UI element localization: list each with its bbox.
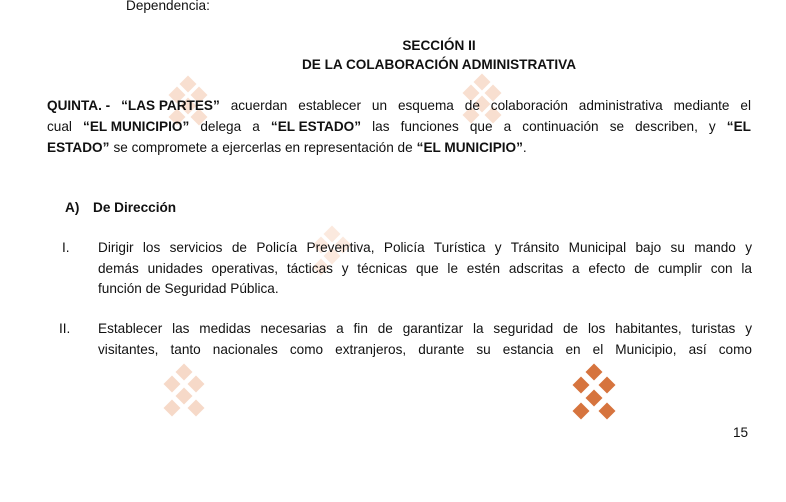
item-numeral: II. — [59, 321, 71, 336]
section-number: SECCIÓN II — [402, 38, 476, 53]
quinta-segment: “EL ESTADO” — [270, 119, 362, 134]
quinta-segment: ESTADO” — [47, 140, 110, 155]
quinta-segment: se — [609, 119, 625, 134]
quinta-segment: “EL MUNICIPIO” — [416, 140, 523, 155]
subsection-title: De Dirección — [93, 200, 177, 215]
quinta-line-2 — [47, 117, 751, 136]
quinta-segment: acuerdan — [230, 98, 288, 113]
quinta-segment: de — [464, 98, 480, 113]
quinta-segment: esquema — [397, 98, 454, 113]
quinta-segment: se compromete a ejercerlas en representación de — [113, 140, 413, 155]
quinta-segment: “LAS PARTES” — [121, 98, 220, 113]
quinta-segment: colaboración — [490, 98, 568, 113]
quinta-segment: delega — [200, 119, 242, 134]
page-number: 15 — [733, 425, 749, 440]
item-line: Dirigir los servicios de Policía Preventiva, Policía Turística y Tránsito Municipal bajo su mando y — [98, 240, 752, 255]
item-line: función de Seguridad Pública. — [98, 281, 279, 296]
quinta-segment: QUINTA. - — [47, 98, 111, 113]
header-fragment: Dependencia: — [126, 0, 210, 13]
quinta-segment: que — [469, 119, 493, 134]
item-line: Establecer las medidas necesarias a fin de garantizar la seguridad de los habitantes, turistas y — [98, 321, 752, 336]
quinta-segment: administrativa — [578, 98, 663, 113]
quinta-segment: mediante — [673, 98, 730, 113]
quinta-segment: las — [372, 119, 390, 134]
quinta-segment: establecer — [298, 98, 361, 113]
quinta-segment: a — [503, 119, 512, 134]
item-numeral: I. — [62, 240, 70, 255]
item-line: visitantes, tanto nacionales como extranjeros, durante su estancia en el Municipio, así como — [98, 342, 752, 357]
quinta-segment: “EL MUNICIPIO” — [83, 119, 190, 134]
section-title: DE LA COLABORACIÓN ADMINISTRATIVA — [301, 57, 577, 72]
quinta-line-3 — [47, 138, 527, 157]
quinta-segment: un — [371, 98, 388, 113]
quinta-segment: funciones — [400, 119, 459, 134]
quinta-segment: y — [708, 119, 716, 134]
quinta-segment: . — [522, 140, 527, 155]
quinta-segment: el — [740, 98, 751, 113]
quinta-segment: “EL — [726, 119, 751, 134]
quinta-segment: cual — [47, 119, 72, 134]
quinta-line-1 — [47, 96, 751, 115]
quinta-segment: continuación — [522, 119, 599, 134]
watermark-diamonds-bottom-left — [162, 366, 208, 422]
quinta-segment: describen, — [635, 119, 698, 134]
accent-diamonds-bottom-right — [568, 364, 618, 424]
quinta-segment: a — [252, 119, 260, 134]
subsection-label: A) — [65, 200, 80, 215]
item-line: demás unidades operativas, tácticas y técnicas que le estén adscritas a efecto de cumplir con la — [98, 261, 752, 276]
